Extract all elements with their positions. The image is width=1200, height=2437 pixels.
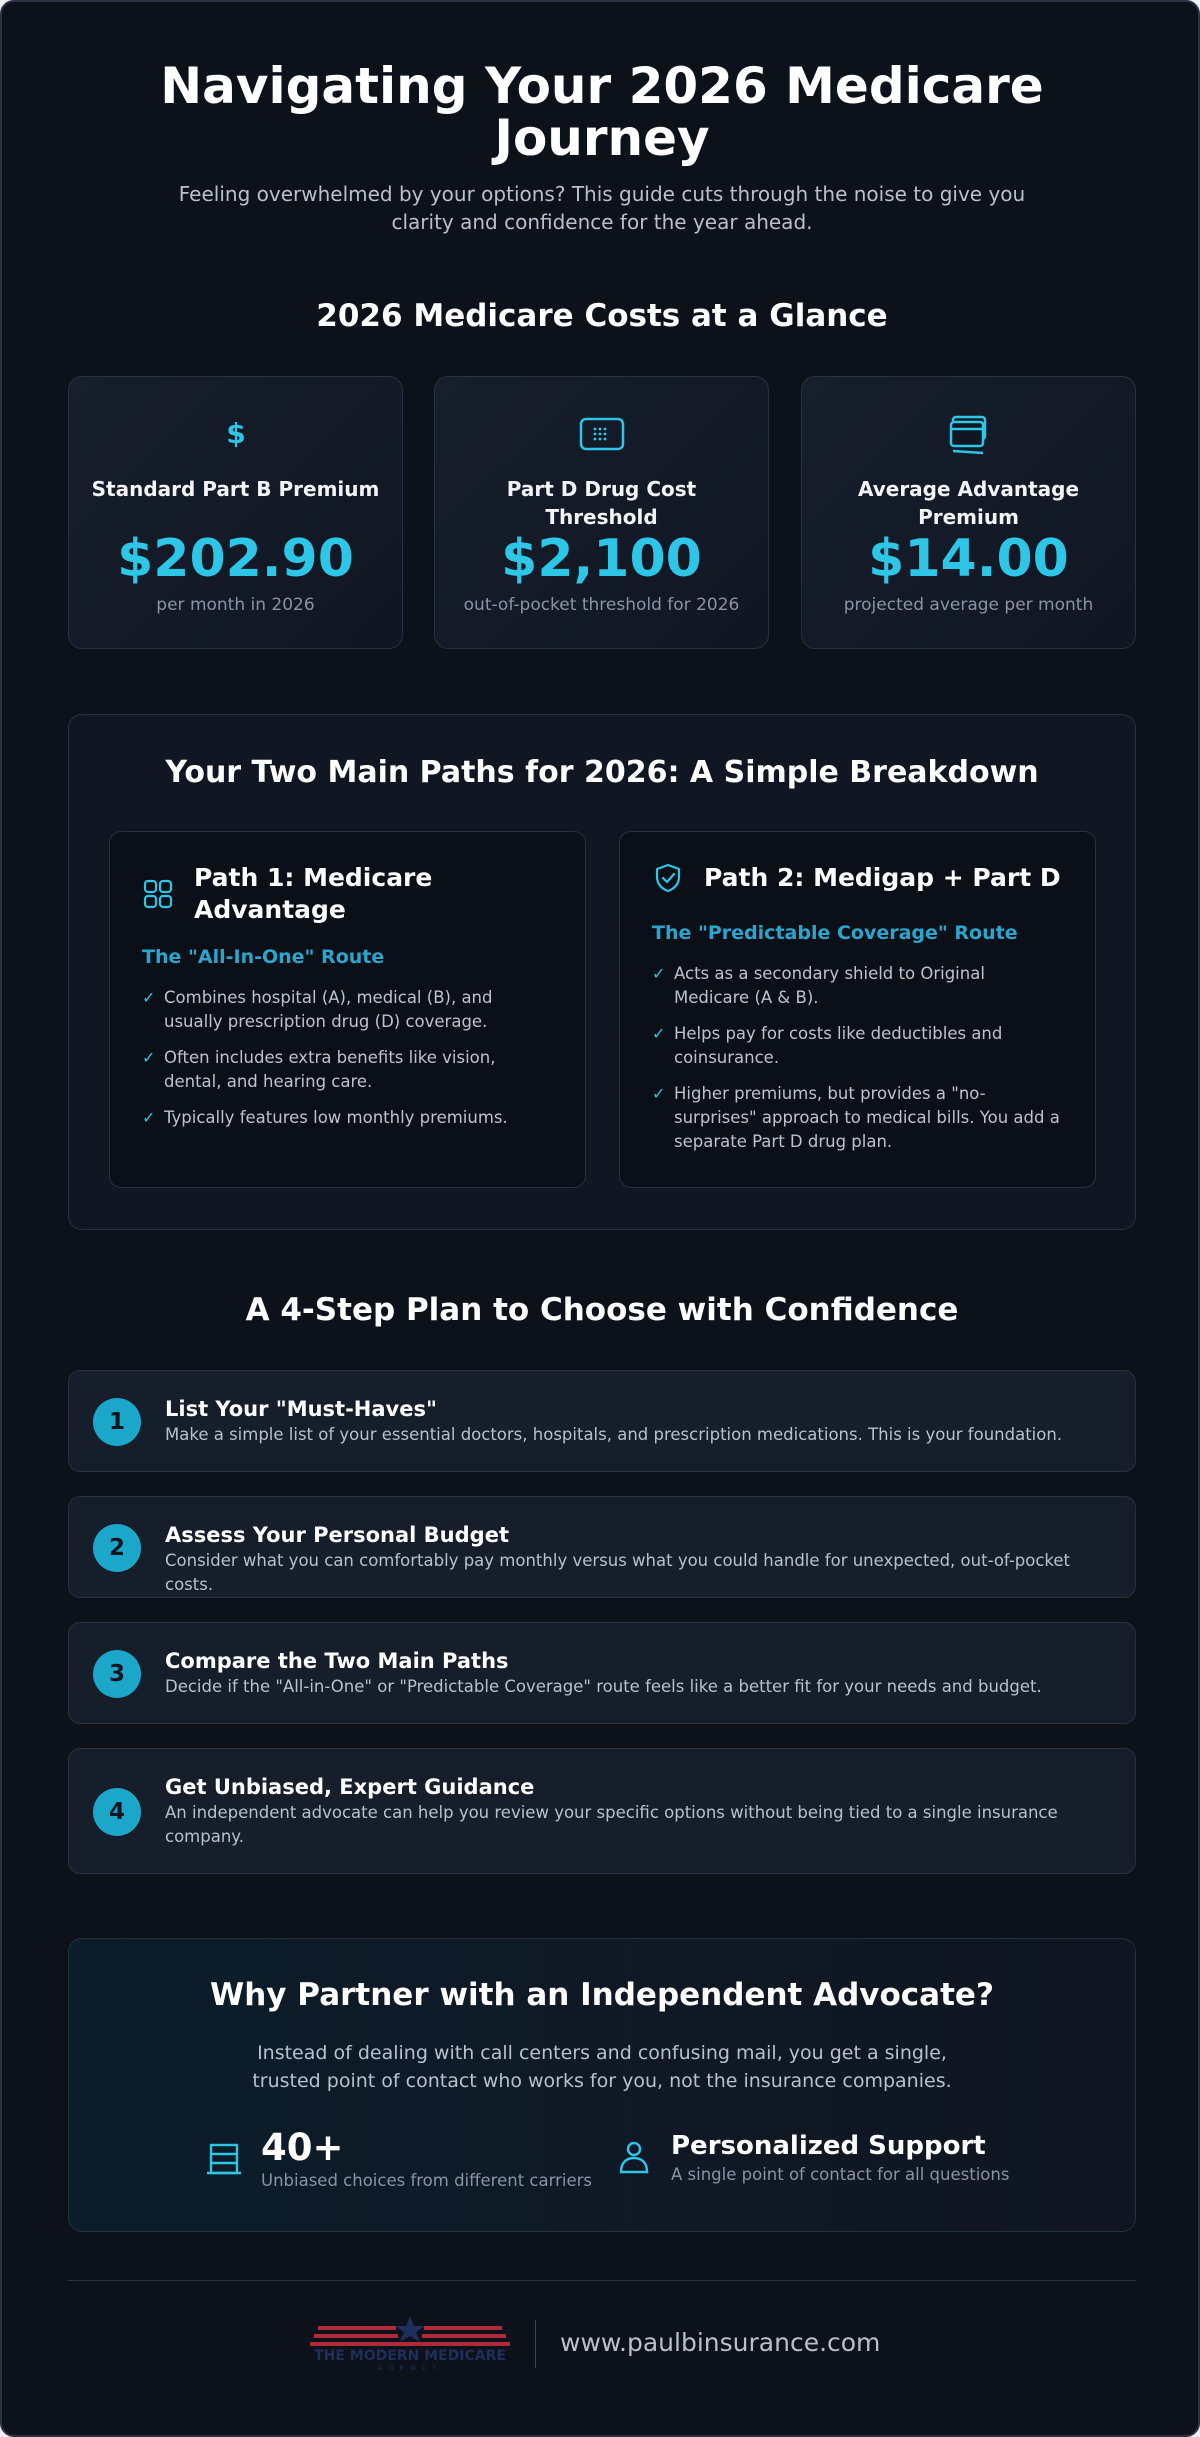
page-title: Navigating Your 2026 Medicare Journey	[160, 57, 1044, 167]
cost-card-caption: out-of-pocket threshold for 2026	[463, 595, 740, 615]
check-icon: ✓	[142, 988, 156, 1007]
steps-heading: A 4-Step Plan to Choose with Confidence	[245, 1292, 959, 1328]
cost-card-value: $202.90	[117, 529, 354, 589]
person-icon	[615, 2138, 653, 2176]
wallet-icon	[947, 413, 991, 457]
dollar-icon	[216, 413, 256, 453]
svg-text:$: $	[225, 417, 246, 450]
path-benefits-list	[142, 986, 555, 1142]
step-description: An independent advocate can help you review your specific options without being tied to a single insurance company.	[165, 1803, 1058, 1846]
why-advocate-section	[68, 1938, 1136, 2232]
list-item: ✓ Typically features low monthly premiums.	[142, 1106, 555, 1130]
path-card-medigap	[619, 831, 1096, 1188]
stat-carriers	[205, 2127, 592, 2190]
step-card-2	[68, 1496, 1136, 1598]
step-number-badge: 4	[93, 1788, 141, 1836]
cost-card-advantage	[801, 376, 1136, 649]
website-link[interactable]: www.paulbinsurance.com	[560, 2328, 881, 2357]
check-icon: ✓	[142, 1048, 156, 1067]
path-card-advantage	[109, 831, 586, 1188]
check-icon: ✓	[652, 1084, 666, 1103]
list-item: ✓ Acts as a secondary shield to Original Medicare (A & B).	[652, 962, 1065, 1010]
cost-card-part-d	[434, 376, 769, 649]
costs-heading: 2026 Medicare Costs at a Glance	[316, 298, 888, 334]
footer-separator	[535, 2320, 536, 2368]
step-description: Consider what you can comfortably pay monthly versus what you could handle for unexpected, out-of-pocket costs.	[165, 1551, 1071, 1594]
list-item: ✓ Higher premiums, but provides a "no-surprises" approach to medical bills. You add a separate Part D drug plan.	[652, 1082, 1065, 1154]
why-description: Instead of dealing with call centers and confusing mail, you get a single, trusted point of contact who works for you, not the insurance companies.	[252, 2042, 952, 2092]
stat-support	[615, 2129, 1009, 2184]
footer-divider	[68, 2280, 1136, 2281]
calculator-icon	[578, 413, 626, 453]
paths-heading: Your Two Main Paths for 2026: A Simple Breakdown	[165, 755, 1039, 790]
step-title: Compare the Two Main Paths	[165, 1649, 509, 1673]
check-icon: ✓	[652, 1024, 666, 1043]
check-icon: ✓	[652, 964, 666, 983]
svg-text:AGENCY: AGENCY	[377, 2364, 443, 2372]
step-description: Decide if the "All-in-One" or "Predictable Coverage" route feels like a better fit for your needs and budget.	[165, 1677, 1042, 1696]
step-number-badge: 3	[93, 1650, 141, 1698]
cost-card-value: $14.00	[868, 529, 1069, 589]
list-item: ✓ Often includes extra benefits like vision, dental, and hearing care.	[142, 1046, 555, 1094]
step-description: Make a simple list of your essential doctors, hospitals, and prescription medications. This is your foundation.	[165, 1425, 1063, 1444]
step-card-4	[68, 1748, 1136, 1874]
path-benefits-list	[652, 962, 1065, 1166]
agency-logo	[310, 2312, 510, 2372]
svg-text:THE MODERN MEDICARE: THE MODERN MEDICARE	[314, 2348, 506, 2364]
building-icon	[205, 2140, 243, 2178]
step-title: List Your "Must-Haves"	[165, 1397, 437, 1421]
step-card-1	[68, 1370, 1136, 1472]
path-title: Path 2: Medigap + Part D	[704, 863, 1061, 892]
cost-card-caption: projected average per month	[843, 595, 1094, 615]
page-subtitle: Feeling overwhelmed by your options? This guide cuts through the noise to give you clarity and confidence for the year ahead.	[178, 182, 1026, 234]
stat-caption: A single point of contact for all questions	[671, 2165, 1010, 2184]
cost-card-label: Standard Part B Premium	[91, 477, 380, 501]
why-heading: Why Partner with an Independent Advocate?	[210, 1977, 994, 2013]
stat-caption: Unbiased choices from different carriers	[261, 2171, 592, 2190]
cost-card-part-b	[68, 376, 403, 649]
step-title: Assess Your Personal Budget	[165, 1523, 509, 1547]
cost-card-caption: per month in 2026	[156, 595, 315, 615]
shield-check-icon	[652, 862, 684, 894]
stat-value: 40+	[261, 2126, 344, 2169]
stat-value: Personalized Support	[671, 2131, 986, 2161]
paths-section	[68, 714, 1136, 1230]
list-item: ✓ Combines hospital (A), medical (B), and usually prescription drug (D) coverage.	[142, 986, 555, 1034]
grid-icon	[142, 878, 174, 910]
cost-card-value: $2,100	[501, 529, 702, 589]
step-number-badge: 2	[93, 1524, 141, 1572]
check-icon: ✓	[142, 1108, 156, 1127]
path-subtitle: The "Predictable Coverage" Route	[652, 922, 1018, 944]
step-number-badge: 1	[93, 1398, 141, 1446]
path-title: Path 1: Medicare Advantage	[194, 863, 433, 924]
path-subtitle: The "All-In-One" Route	[142, 946, 385, 968]
cost-card-label: Average Advantage Premium	[857, 477, 1080, 529]
cost-card-label: Part D Drug Cost Threshold	[506, 477, 697, 529]
list-item: ✓ Helps pay for costs like deductibles and coinsurance.	[652, 1022, 1065, 1070]
step-title: Get Unbiased, Expert Guidance	[165, 1775, 535, 1799]
step-card-3	[68, 1622, 1136, 1724]
